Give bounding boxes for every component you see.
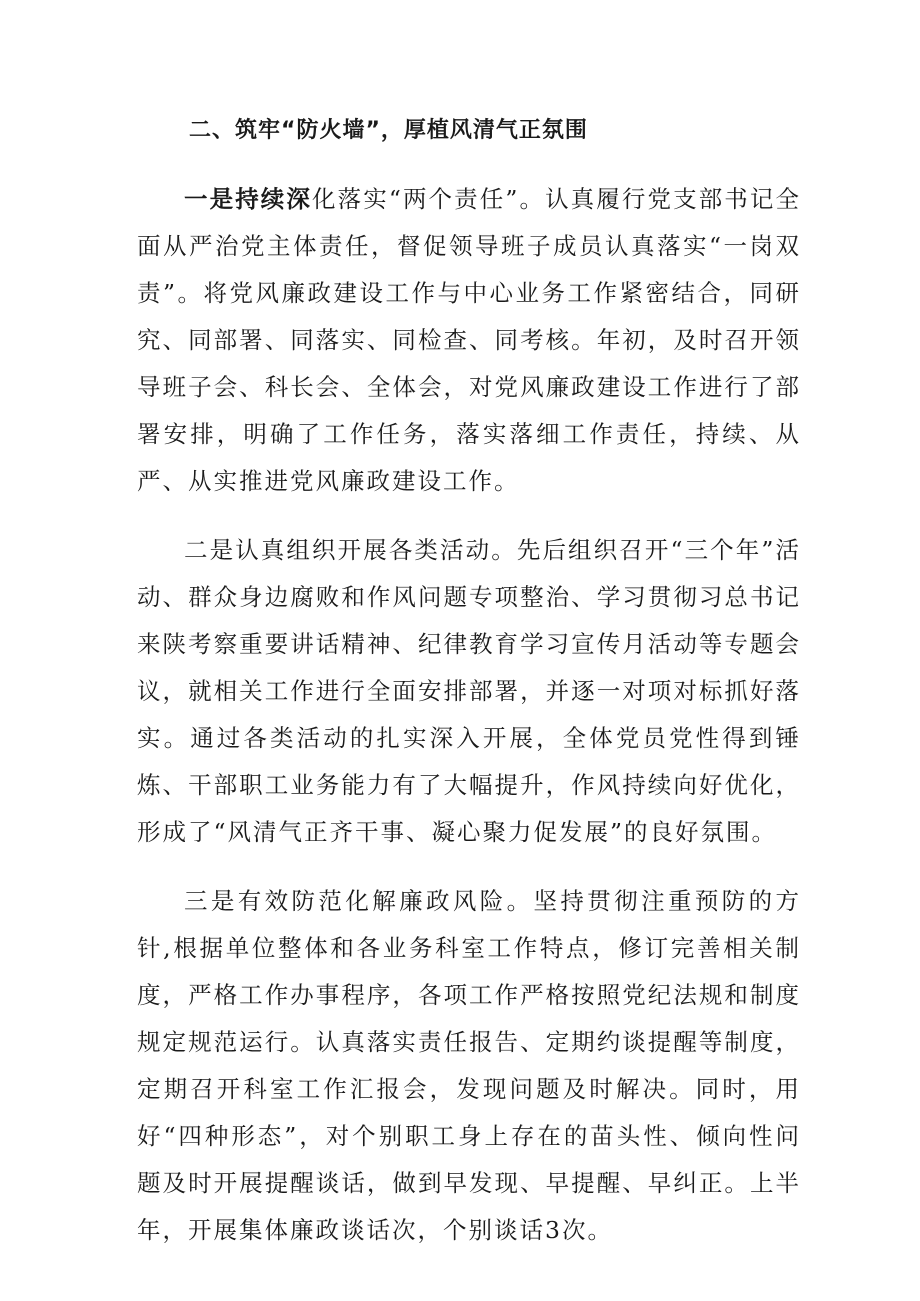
paragraph-1-text: 化落实“两个责任”。认真履行党支部书记全面从严治党主体责任，督促领导班子成员认真落实“一岗双责”。将党风廉政建设工作与中心业务工作紧密结合，同研究、同部署、同落实、同检查、同考核。年初，及时召开领导班子会、科长会、全体会，对党风廉政建设工作进行了部署安排，明确了工作任务，落实落细工作责任，持续、从严、从实推进党风廉政建设工作。 — [137, 185, 801, 495]
section-heading: 二、筑牢“防火墙”，厚植风清气正氛围 — [189, 118, 588, 143]
paragraph-1-bold-lead: 一是持续深 — [184, 185, 313, 213]
paragraph-2 — [137, 527, 801, 856]
paragraph-2-text: 二是认真组织开展各类活动。先后组织召开“三个年”活动、群众身边腐败和作风问题专项整治、学习贯彻习总书记来陕考察重要讲话精神、纪律教育学习宣传月活动等专题会议，就相关工作进行全面安排部署，并逐一对项对标抓好落实。通过各类活动的扎实深入开展，全体党员党性得到锤炼、干部职工业务能力有了大幅提升，作风持续向好优化，形成了“风清气正齐干事、凝心聚力促发展”的良好氛围。 — [137, 536, 801, 846]
paragraph-1 — [137, 176, 801, 505]
paragraph-3-text: 三是有效防范化解廉政风险。坚持贯彻注重预防的方针,根据单位整体和各业务科室工作特点，修订完善相关制度，严格工作办事程序，各项工作严格按照党纪法规和制度规定规范运行。认真落实责任报告、定期约谈提醒等制度，定期召开科室工作汇报会，发现问题及时解决。同时，用好“四种形态”，对个别职工身上存在的苗头性、倾向性问题及时开展提醒谈话，做到早发现、早提醒、早纠正。上半年，开展集体廉政谈话次，个别谈话3次。 — [137, 887, 801, 1244]
paragraph-3 — [137, 878, 801, 1254]
document-body — [137, 104, 801, 1276]
